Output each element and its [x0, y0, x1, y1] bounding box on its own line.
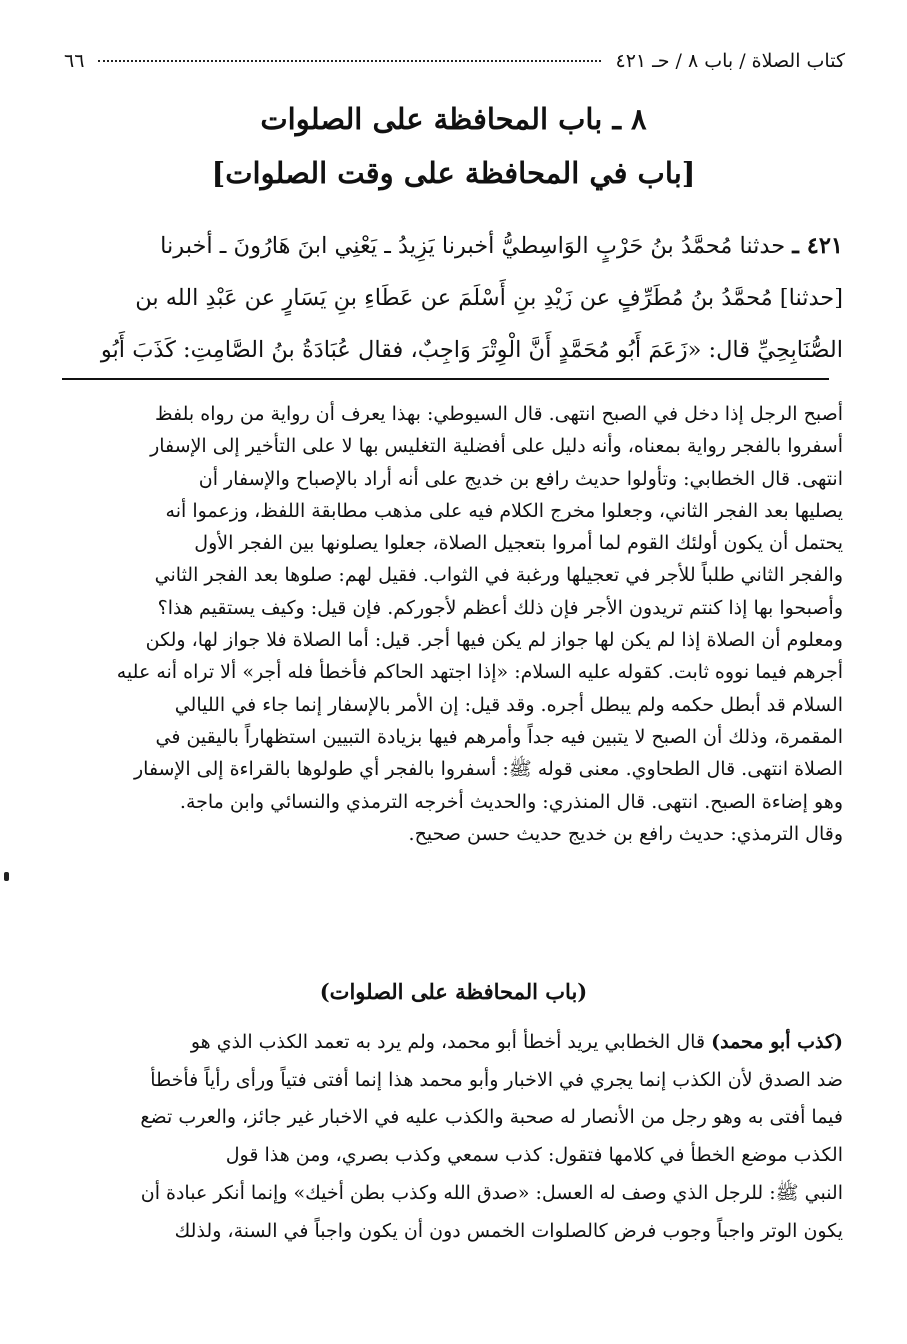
commentary2-line: ضد الصدق لأن الكذب إنما يجري في الاخبار وأبو محمد هذا إنما أفتى فتياً ورأى رأياً فأخطأ [150, 1068, 843, 1091]
commentary2-line: الكذب موضع الخطأ في كلامها فتقول: كذب سمعي وكذب بصري، ومن هذا قول [225, 1144, 843, 1167]
hadith-line: الصُّنَابِحِيِّ قال: «زَعَمَ أَبُو مُحَمَّدٍ أَنَّ الْوِتْرَ وَاجِبٌ، فقال عُبَادَةُ بنُ الصَّامِتِ: كَذَبَ أَبُو [100, 337, 843, 363]
commentary-line: أصبح الرجل إذا دخل في الصبح انتهى. قال السيوطي: بهذا يعرف أن رواية من رواه بلفظ [154, 403, 843, 425]
commentary-block [62, 398, 843, 850]
commentary-line: والفجر الثاني طلباً للأجر في تعجيلها ورغبة في الثواب. فقيل لهم: صلوها بعد الفجر الثاني [154, 564, 843, 587]
commentary2-line: فيما أفتى به وهو رجل من الأنصار له صحبة والكذب عليه في الاخبار غير جائز، والعرب تضع [140, 1106, 843, 1129]
commentary2-line: النبي ﷺ: للرجل الذي وصف له العسل: «صدق الله وكذب بطن أخيك» وإنما أنكر عبادة أن [140, 1181, 843, 1204]
commentary2-line: يكون الوتر واجباً وجوب فرض كالصلوات الخمس دون أن يكون واجباً في السنة، ولذلك [174, 1219, 843, 1242]
chapter-subtitle: [باب في المحافظة على وقت الصلوات] [211, 156, 696, 190]
hadith-line: ٤٢١ ـ حدثنا مُحمَّدُ بنُ حَرْبٍ الوَاسِطيُّ أخبرنا يَزِيدُ ـ يَعْنِي ابنَ هَارُونَ ـ أخبرنا [160, 233, 843, 259]
commentary-block-2 [62, 1024, 843, 1250]
commentary-line: انتهى. قال الخطابي: وتأولوا حديث رافع بن خديج على أنه أراد بالإصباح والإسفار أن [198, 467, 843, 490]
chapter-title: ٨ ـ باب المحافظة على الصلوات [260, 102, 647, 136]
commentary-line: السلام قد أبطل حكمه ولم يبطل أجره. وقد قيل: إن الأمر بالإسفار إنما جاء في الليالي [174, 693, 843, 716]
header-dot-leader [98, 60, 601, 62]
hadith-line: [حدثنا] مُحمَّدُ بنُ مُطَرِّفٍ عن زَيْدِ بنِ أَسْلَمَ عن عَطَاءِ بنِ يَسَارٍ عن عَبْدِ الله بن [135, 285, 843, 311]
running-title: كتاب الصلاة / باب ٨ / حـ ٤٢١ [615, 50, 845, 72]
commentary-line: يحتمل أن يكون أولئك القوم لما أمروا بتعجيل الصلاة، جعلوا يصلونها بين الفجر الأول [194, 532, 843, 555]
commentary-line: وقال الترمذي: حديث رافع بن خديج حديث حسن صحيح. [408, 822, 843, 845]
commentary-line: الصلاة انتهى. قال الطحاوي. معنى قوله ﷺ: أسفروا بالفجر أي طولوها بالقراءة إلى الإسفار [133, 758, 843, 781]
section-heading: (باب المحافظة على الصلوات) [319, 979, 588, 1004]
commentary-line: أجرهم فيما نووه ثابت. كقوله عليه السلام: «إذا اجتهد الحاكم فأخطأ فله أجر» ألا تراه أنه عليه [116, 661, 843, 684]
scan-margin-mark [4, 872, 9, 881]
commentary-line: المقمرة، وذلك أن الصبح لا يتبين فيه جداً وأمرهم فيها بزيادة التبيين استظهاراً باليقين في [155, 725, 843, 748]
hadith-number: ٤٢١ ـ [792, 233, 843, 259]
commentary-line: أسفروا بالفجر رواية بمعناه، وأنه دليل على أفضلية التغليس بها لا على التأخير إلى الإسفار [150, 435, 843, 458]
footnote-divider [62, 378, 829, 380]
commentary-line: وأصبحوا بها إذا كنتم تريدون الأجر فإن ذلك أعظم لأجوركم. فإن قيل: وكيف يستقيم هذا؟ [157, 596, 843, 619]
commentary-line: وهو إضاءة الصبح. انتهى. قال المنذري: والحديث أخرجه الترمذي والنسائي وابن ماجة. [179, 790, 843, 813]
commentary2-lead: (كذب أبو محمد) [711, 1031, 843, 1053]
commentary-line: ومعلوم أن الصلاة إذا لم يكن لها جواز لم يكن فيها أجر. قيل: أما الصلاة فلا جواز لها، ولكن [145, 629, 843, 652]
hadith-text [62, 220, 843, 376]
page-number: ٦٦ [64, 50, 85, 72]
commentary2-line: (كذب أبو محمد) قال الخطابي يريد أخطأ أبو محمد، ولم يرد به تعمد الكذب الذي هو [190, 1031, 843, 1053]
commentary-line: يصليها بعد الفجر الثاني، وجعلوا مخرج الكلام فيه على مذهب مطابقة اللفظ، وزعموا أنه [165, 499, 843, 522]
running-header [64, 44, 845, 78]
